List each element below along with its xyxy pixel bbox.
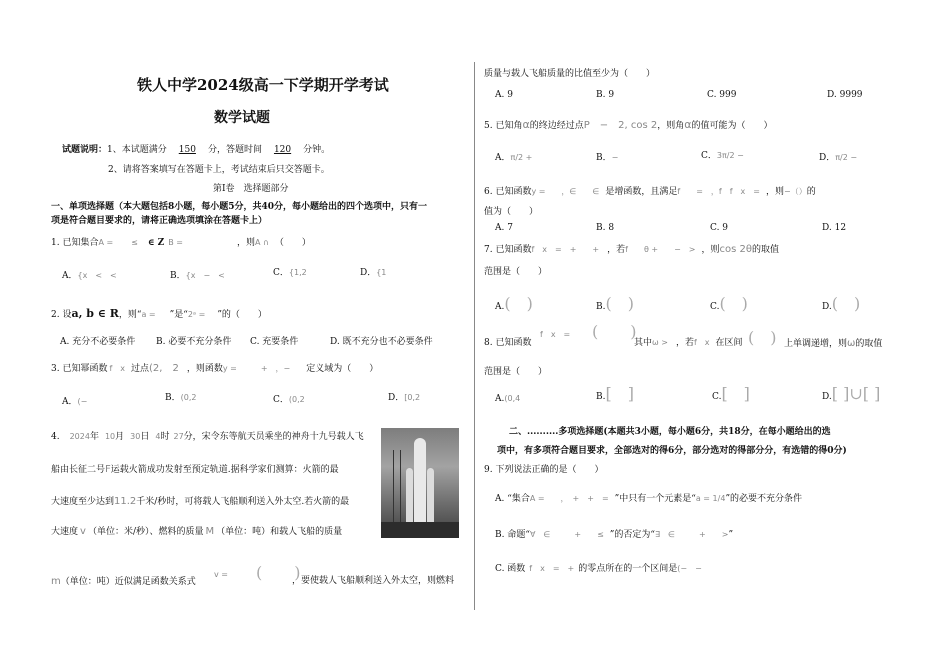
q3-math-b: (2, 2 (149, 363, 179, 374)
q8-option-d-label: D. (822, 392, 832, 402)
q8-option-d-brackets: [ ]∪[ ] (831, 384, 881, 403)
q7-option-c-brackets: ( ) (719, 294, 748, 313)
q7-math-c: cos 2θ (719, 244, 753, 255)
section1-heading-line-1: 一、单项选择题（本大题包括8小题，每小题5分，共40分，每小题给出的四个选项中，只有一 (51, 202, 428, 212)
q4-formula: v = (214, 570, 228, 579)
q4-option-a[interactable]: A. 9 (495, 90, 513, 100)
q8-option-c[interactable] (712, 384, 750, 403)
q6-text-c: ，则 (765, 187, 784, 197)
q1-option-d-math: {1 (376, 268, 387, 277)
q4-month-unit: 月 (115, 432, 125, 442)
q7-option-c-label: C. (710, 302, 720, 312)
q5-option-c-math: 3π/2 − (716, 151, 744, 160)
q4-hour-unit: 时 (160, 432, 170, 442)
q9-option-a-math-b: a = 1/4 (695, 494, 726, 503)
q8-option-c-label: C. (712, 392, 722, 402)
q1-math-a: A = (98, 238, 114, 247)
instructions-line-1 (62, 145, 330, 156)
q2-text-d: ”的（ ） (217, 310, 267, 320)
q3-math-c: y = (222, 364, 237, 373)
rocket-launch-photo-icon (381, 428, 459, 538)
q9-option-b-math-b: ∃ ∈ + > (655, 530, 729, 539)
question-4-line-5 (51, 576, 196, 588)
q1-text-c: （ ） (274, 238, 311, 248)
question-8-stem-end (784, 338, 882, 350)
q4-line4-b: （单位：米/秒）、燃料的质量 (87, 527, 204, 537)
q8-option-a-math: (0,4 (504, 394, 521, 403)
q1-math-d: B = (168, 238, 183, 247)
q7-option-d[interactable] (822, 294, 860, 313)
q6-text-b: 是增函数，且满足 (605, 187, 678, 197)
q2-text-a: 2. 设 (51, 310, 72, 320)
q2-math-a: a, b ∈ R (71, 307, 119, 320)
question-5-stem (484, 118, 773, 132)
q1-option-d-label: D． (360, 268, 377, 278)
q4-month: 10 (104, 432, 116, 441)
q3-option-b-math: (0,2 (180, 393, 197, 402)
section2-text: 多项选择题(本题共3小题，每小题6分，共18分，在每小题给出的选 (558, 427, 831, 437)
q7-option-d-brackets: ( ) (831, 294, 861, 313)
q5-option-b-label: B． (596, 153, 612, 163)
q6-math-a: y = ，∈ ∈ (531, 187, 600, 196)
q3-option-b[interactable] (165, 393, 196, 404)
q3-option-c-math: (0,2 (288, 395, 305, 404)
question-6-stem (484, 187, 816, 198)
q9-option-b-text-b: ”的否定为“ (609, 530, 655, 540)
q9-option-b[interactable] (495, 530, 733, 541)
q4-line4-c: （单位：吨）和载人飞船的质量 (216, 527, 343, 537)
q4-math-f: F (105, 464, 111, 475)
q5-text-b: 的终边经过点 (529, 121, 584, 131)
q4-line3-a: 大速度至少达到 (51, 497, 115, 507)
q2-option-a[interactable]: A. 充分不必要条件 (60, 337, 136, 347)
instructions-text-b: 分，答题时间 (207, 145, 262, 155)
q1-option-c-math: {1,2 (288, 268, 307, 277)
q5-text-d: 的值可能为（ ） (691, 121, 773, 131)
q6-text-a: 6. 已知函数 (484, 187, 532, 197)
q7-option-a-label: A. (495, 302, 505, 312)
full-score: 150 (178, 145, 196, 155)
q8-text-d: 在区间 (715, 338, 743, 348)
question-7-stem (484, 244, 779, 256)
q3-option-c[interactable] (273, 395, 305, 406)
q1-option-a-label: A． (62, 271, 78, 281)
q8-option-c-brackets: [ ] (721, 384, 750, 403)
q6-math-c: −（） (784, 187, 807, 196)
question-4-line-1 (51, 432, 364, 443)
q3-math-d: + ，− (260, 364, 291, 373)
launch-tower (393, 450, 401, 524)
q9-option-c-text-b: 的零点所在的一个区间是 (578, 564, 678, 574)
q8-option-b-label: B. (596, 392, 606, 402)
q3-option-d-math: [0,2 (404, 393, 421, 402)
q7-text-c: ，则 (701, 245, 720, 255)
q4-text-b: 分，宋令东等航天员乘坐的神舟十九号载人飞 (183, 432, 364, 442)
q1-text-b: ，则 (236, 238, 255, 248)
q1-option-d[interactable] (360, 268, 386, 279)
q8-text-b: 其中 (634, 338, 653, 348)
q3-option-c-label: C． (273, 395, 289, 405)
q5-option-d-label: D． (819, 153, 836, 163)
q4-continued: 质量与载人飞船质量的比值至少为（ ） (484, 69, 656, 79)
question-6-line-2: 值为（ ） (484, 207, 539, 217)
section2-dots: .......... (527, 427, 559, 437)
rocket-body (414, 438, 426, 522)
q8-interval-brackets: ( ) (748, 328, 777, 347)
q4-option-b[interactable]: B. 9 (596, 90, 615, 100)
q7-option-b-label: B. (596, 302, 606, 312)
q6-option-a[interactable]: A. 7 (495, 223, 513, 233)
exam-time: 120 (273, 145, 292, 155)
q7-text-a: 7. 已知函数 (484, 245, 532, 255)
q3-option-a-label: A． (62, 397, 78, 407)
q5-math-alpha-2: α (684, 118, 692, 131)
q8-math-a: f x = (540, 330, 571, 339)
q4-math-v: v (80, 526, 86, 537)
instructions-line-2: 2、请将答案填写在答题卡上，考试结束后只交答题卡。 (108, 165, 330, 175)
question-4-line-2 (51, 464, 339, 476)
q5-option-a-label: A． (495, 153, 511, 163)
q9-option-b-text-c: ” (728, 530, 734, 540)
q9-option-c-text-a: C. 函数 (495, 564, 526, 574)
q7-option-a-brackets: ( ) (504, 294, 533, 313)
q2-math-b: a = (141, 310, 156, 319)
q1-option-a-math: {x < < (77, 271, 117, 280)
q2-math-c: 2ᵃ = (187, 310, 206, 319)
q5-option-d-math: π/2 − (835, 153, 858, 162)
question-8-line-2: 范围是（ ） (484, 367, 548, 377)
q7-option-d-label: D. (822, 302, 832, 312)
q9-option-c-math-a: f x = + (529, 564, 575, 573)
q3-option-d-label: D． (388, 393, 405, 403)
q9-option-a-text-a: A. “集合 (495, 494, 530, 504)
q3-text-b: 过点 (131, 364, 150, 374)
q8-brackets: ( ) (592, 322, 637, 341)
section1-heading-line-2: 项是符合题目要求的，请将正确选项填涂在答题卡上） (51, 216, 268, 226)
question-9-stem: 9. 下列说法正确的是（ ） (484, 465, 604, 475)
q9-option-c[interactable] (495, 564, 702, 575)
q4-formula-brackets: ( ) (256, 563, 301, 582)
column-divider (474, 62, 475, 610)
question-1-stem (51, 238, 311, 249)
q7-text-b: ，若 (607, 245, 626, 255)
q9-option-b-text-a: B. 命题“ (495, 530, 530, 540)
school-title: 铁人中学2024级高一下学期开学考试 (137, 76, 389, 94)
q1-math-c: ∈ Z (147, 238, 165, 248)
q3-option-a[interactable] (62, 397, 87, 408)
q3-text-c: ，则函数 (186, 364, 223, 374)
q5-option-a-math: π/2 + (510, 153, 533, 162)
part1-title: 第Ⅰ卷 选择题部分 (213, 184, 289, 194)
q6-text-d: 的 (806, 187, 816, 197)
q5-option-a[interactable] (495, 153, 532, 164)
q1-math-e: A ∩ (255, 238, 269, 247)
question-4-line-3 (51, 496, 349, 508)
section2-heading-line-1 (509, 427, 831, 438)
q4-option-d[interactable]: D. 9999 (827, 90, 863, 100)
launch-ground (381, 522, 459, 538)
q5-option-b[interactable] (596, 153, 618, 164)
q6-math-b: f = ，f f x = (677, 187, 760, 196)
q6-option-b[interactable]: B. 8 (596, 223, 615, 233)
q5-option-b-math: − (611, 153, 619, 162)
q1-math-b: ≤ (131, 238, 138, 247)
q5-math-alpha: α (522, 118, 530, 131)
q6-option-c[interactable]: C. 9 (710, 223, 729, 233)
q5-option-d[interactable] (819, 153, 857, 164)
q4-line2-a: 船由长征二号 (51, 465, 106, 475)
q4-year-unit: 年 (89, 432, 99, 442)
q4-line3-b: 千米/秒时，可将载人飞船顺利送入外太空.若火箭的最 (136, 497, 350, 507)
instructions-label: 试题说明： (62, 145, 108, 155)
question-4-line-4 (51, 526, 342, 538)
q1-option-c-label: C． (273, 268, 289, 278)
q8-math-b: ω > (652, 338, 668, 347)
q8-text-c: ，若 (675, 338, 694, 348)
q5-text-c: ，则角 (657, 121, 685, 131)
question-7-line-2: 范围是（ ） (484, 267, 548, 277)
q2-option-b[interactable]: B. 必要不充分条件 (156, 337, 232, 347)
q2-option-c[interactable]: C. 充要条件 (250, 337, 299, 347)
q7-text-d: 的取值 (752, 245, 780, 255)
q8-option-b-brackets: [ ] (605, 384, 634, 403)
q5-text-a: 5. 已知角 (484, 121, 523, 131)
q1-option-b-label: B． (170, 271, 186, 281)
instructions-text-c: 分钟。 (303, 145, 331, 155)
q8-option-b[interactable] (596, 384, 634, 403)
q8-text-e: 上单调递增，则 (784, 339, 848, 349)
q9-option-a-text-c: ”的必要不充分条件 (725, 494, 803, 504)
q4-day-unit: 日 (140, 432, 150, 442)
q8-text-f: 的取值 (855, 339, 883, 349)
q4-line4-a: 大速度 (51, 527, 79, 537)
q9-option-b-math-a: ∀ ∈ + ≤ (529, 530, 604, 539)
q4-hour: 4 (155, 432, 161, 441)
q6-option-d[interactable]: D. 12 (822, 223, 847, 233)
q4-line5-b: （单位：吨）近似满足函数关系式 (60, 577, 196, 587)
q5-option-c-label: C． (701, 151, 717, 161)
q9-option-c-math-b: (− − (677, 564, 702, 573)
q4-year: 2024 (69, 432, 90, 441)
section2-heading-line-2: 项中，有多项符合题目要求，全部选对的得6分，部分选对的得部分分，有选错的得0分) (497, 446, 847, 456)
q7-math-a: f x = + + (531, 245, 600, 254)
q4-math-M: M (205, 526, 215, 537)
q1-option-b[interactable] (170, 271, 225, 282)
q4-line2-b: 运载火箭成功发射至预定轨道.据科学家们测算：火箭的最 (110, 465, 339, 475)
subject-title: 数学试题 (214, 110, 270, 126)
q7-option-b-brackets: ( ) (605, 294, 634, 313)
q8-text-a: 8. 已知函数 (484, 338, 532, 348)
q5-option-c[interactable] (701, 151, 744, 162)
q1-option-b-math: {x − < (185, 271, 225, 280)
q2-option-d[interactable]: D. 既不充分也不必要条件 (330, 337, 433, 347)
q8-option-a-label: A. (495, 394, 505, 404)
q1-option-a[interactable] (62, 271, 117, 282)
q1-option-c[interactable] (273, 268, 307, 279)
q7-option-c[interactable] (710, 294, 748, 313)
q7-option-a[interactable] (495, 294, 533, 313)
q8-math-d: ω (847, 338, 856, 349)
question-2-stem (51, 307, 267, 321)
q9-option-a-text-b: ”中只有一个元素是“ (614, 494, 696, 504)
q4-math-m: m (51, 576, 61, 587)
instructions-text-a: 1、本试题满分 (107, 145, 167, 155)
q8-option-a[interactable] (495, 394, 520, 405)
q2-text-c: ”是“ (169, 310, 188, 320)
q9-option-a[interactable] (495, 494, 802, 505)
q3-text-d: 定义域为（ ） (306, 364, 379, 374)
question-3-stem (51, 363, 378, 375)
rocket-booster-left (406, 468, 413, 522)
q7-option-b[interactable] (596, 294, 634, 313)
q2-text-b: ，则“ (118, 310, 142, 320)
q5-math-p: P − 2, cos 2 (583, 120, 658, 131)
q3-text-a: 3. 已知幂函数 (51, 364, 108, 374)
section2-number: 二、 (509, 427, 528, 437)
q1-text-a: 1. 已知集合 (51, 238, 99, 248)
q4-minute: 27 (173, 432, 184, 441)
question-8-stem (484, 338, 531, 349)
q8-option-d[interactable] (822, 384, 880, 403)
q9-option-a-math-a: A = ， + + = (529, 494, 609, 503)
q4-option-c[interactable]: C. 999 (707, 90, 737, 100)
q3-math-a: f x (109, 364, 126, 373)
q4-speed: 11.2 (114, 496, 137, 507)
q8-math-c: f x (693, 338, 710, 347)
question-4-line-5-end: ，要使载人飞船顺利送入外太空，则燃料 (292, 576, 455, 586)
q3-option-b-label: B． (165, 393, 181, 403)
q4-day: 30 (130, 432, 141, 441)
rocket-booster-right (427, 468, 434, 522)
q7-math-b: f θ + − > (625, 245, 696, 254)
q4-number: 4. (51, 432, 60, 442)
q3-option-a-math: (− (77, 397, 88, 406)
question-8-stem-cont (634, 338, 743, 349)
q3-option-d[interactable] (388, 393, 420, 404)
